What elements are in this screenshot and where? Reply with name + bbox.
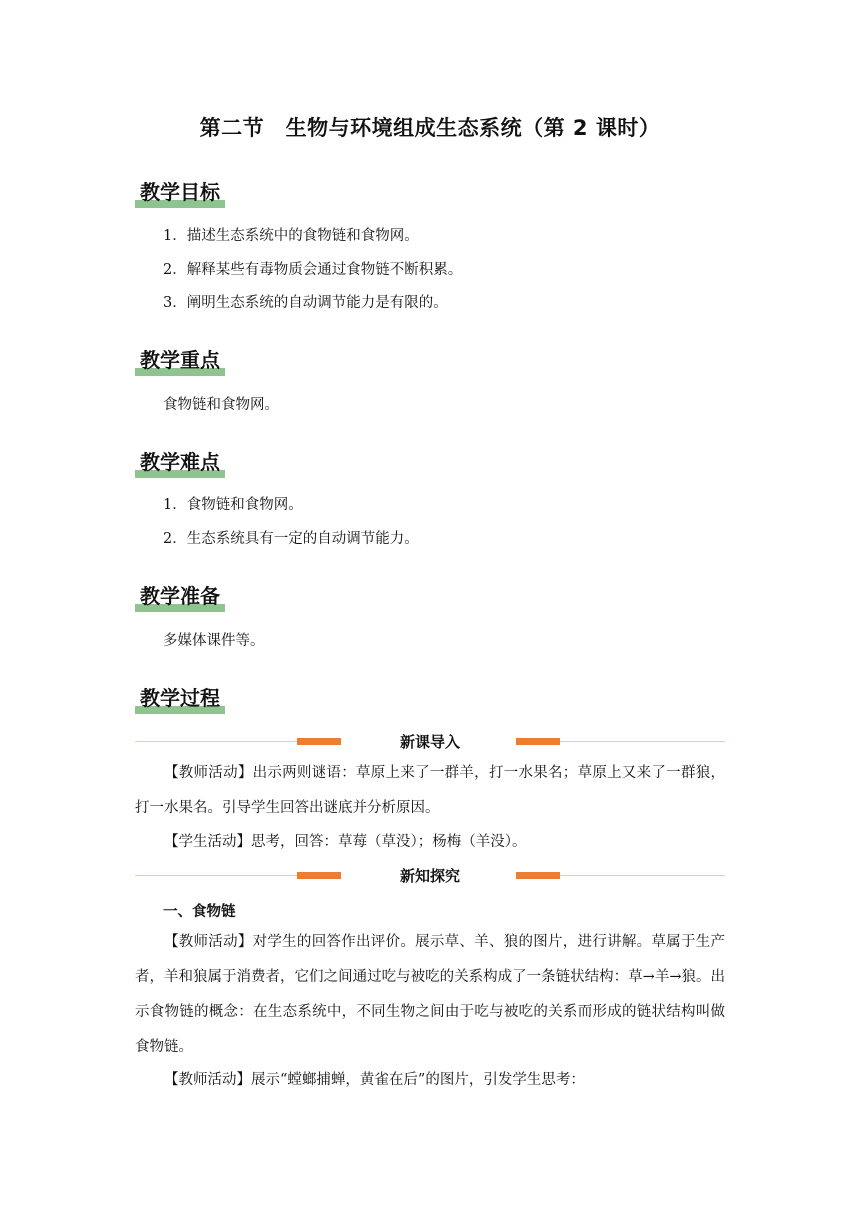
divider-line-right bbox=[560, 875, 725, 876]
section-heading-label: 教学目标 bbox=[140, 180, 220, 204]
divider-accent-left bbox=[297, 738, 341, 745]
page-title: 第二节 生物与环境组成生态系统（第 2 课时） bbox=[199, 116, 661, 140]
section-heading-label: 教学难点 bbox=[140, 450, 220, 474]
teacher-activity-paragraph: 【教师活动】展示“螳螂捕蝉，黄雀在后”的图片，引发学生思考： bbox=[164, 1072, 585, 1088]
divider-line-right bbox=[560, 741, 725, 742]
objective-item: 1．描述生态系统中的食物链和食物网。 bbox=[163, 228, 419, 244]
difficulty-item: 2．生态系统具有一定的自动调节能力。 bbox=[163, 531, 419, 547]
divider-accent-right bbox=[516, 872, 560, 879]
subsection-title: 新知探究 bbox=[399, 867, 460, 885]
section-heading-label: 教学过程 bbox=[140, 686, 220, 710]
section-heading-label: 教学重点 bbox=[140, 348, 220, 372]
subsection-divider-intro bbox=[135, 732, 725, 752]
subsection-divider-explore bbox=[135, 866, 725, 886]
objective-item: 3．阐明生态系统的自动调节能力是有限的。 bbox=[163, 295, 448, 311]
teacher-activity-paragraph: 【教师活动】对学生的回答作出评价。展示草、羊、狼的图片，进行讲解。草属于生产者，羊和狼属于消费者，它们之间通过吃与被吃的关系构成了一条链状结构：草→羊→狼。出示食物链的概念：在生态系统中，不同生物之间由于吃与被吃的关系而形成的链状结构叫做食物链。 bbox=[135, 934, 725, 1055]
divider-accent-right bbox=[516, 738, 560, 745]
section-heading-label: 教学准备 bbox=[140, 584, 220, 608]
teacher-activity-paragraph: 【教师活动】出示两则谜语：草原上来了一群羊，打一水果名；草原上又来了一群狼，打一水果名。引导学生回答出谜底并分析原因。 bbox=[135, 765, 725, 816]
subsection-title: 新课导入 bbox=[399, 733, 460, 751]
divider-line-left bbox=[135, 741, 297, 742]
divider-line-left bbox=[135, 875, 297, 876]
objective-item: 2．解释某些有毒物质会通过食物链不断积累。 bbox=[163, 262, 463, 278]
student-activity-paragraph: 【学生活动】思考，回答：草莓（草没）；杨梅（羊没）。 bbox=[164, 834, 527, 850]
divider-accent-left bbox=[297, 872, 341, 879]
preparation-text: 多媒体课件等。 bbox=[163, 633, 265, 649]
key-points-text: 食物链和食物网。 bbox=[163, 397, 279, 413]
topic-subheading: 一、食物链 bbox=[163, 904, 236, 920]
difficulty-item: 1．食物链和食物网。 bbox=[163, 497, 303, 513]
